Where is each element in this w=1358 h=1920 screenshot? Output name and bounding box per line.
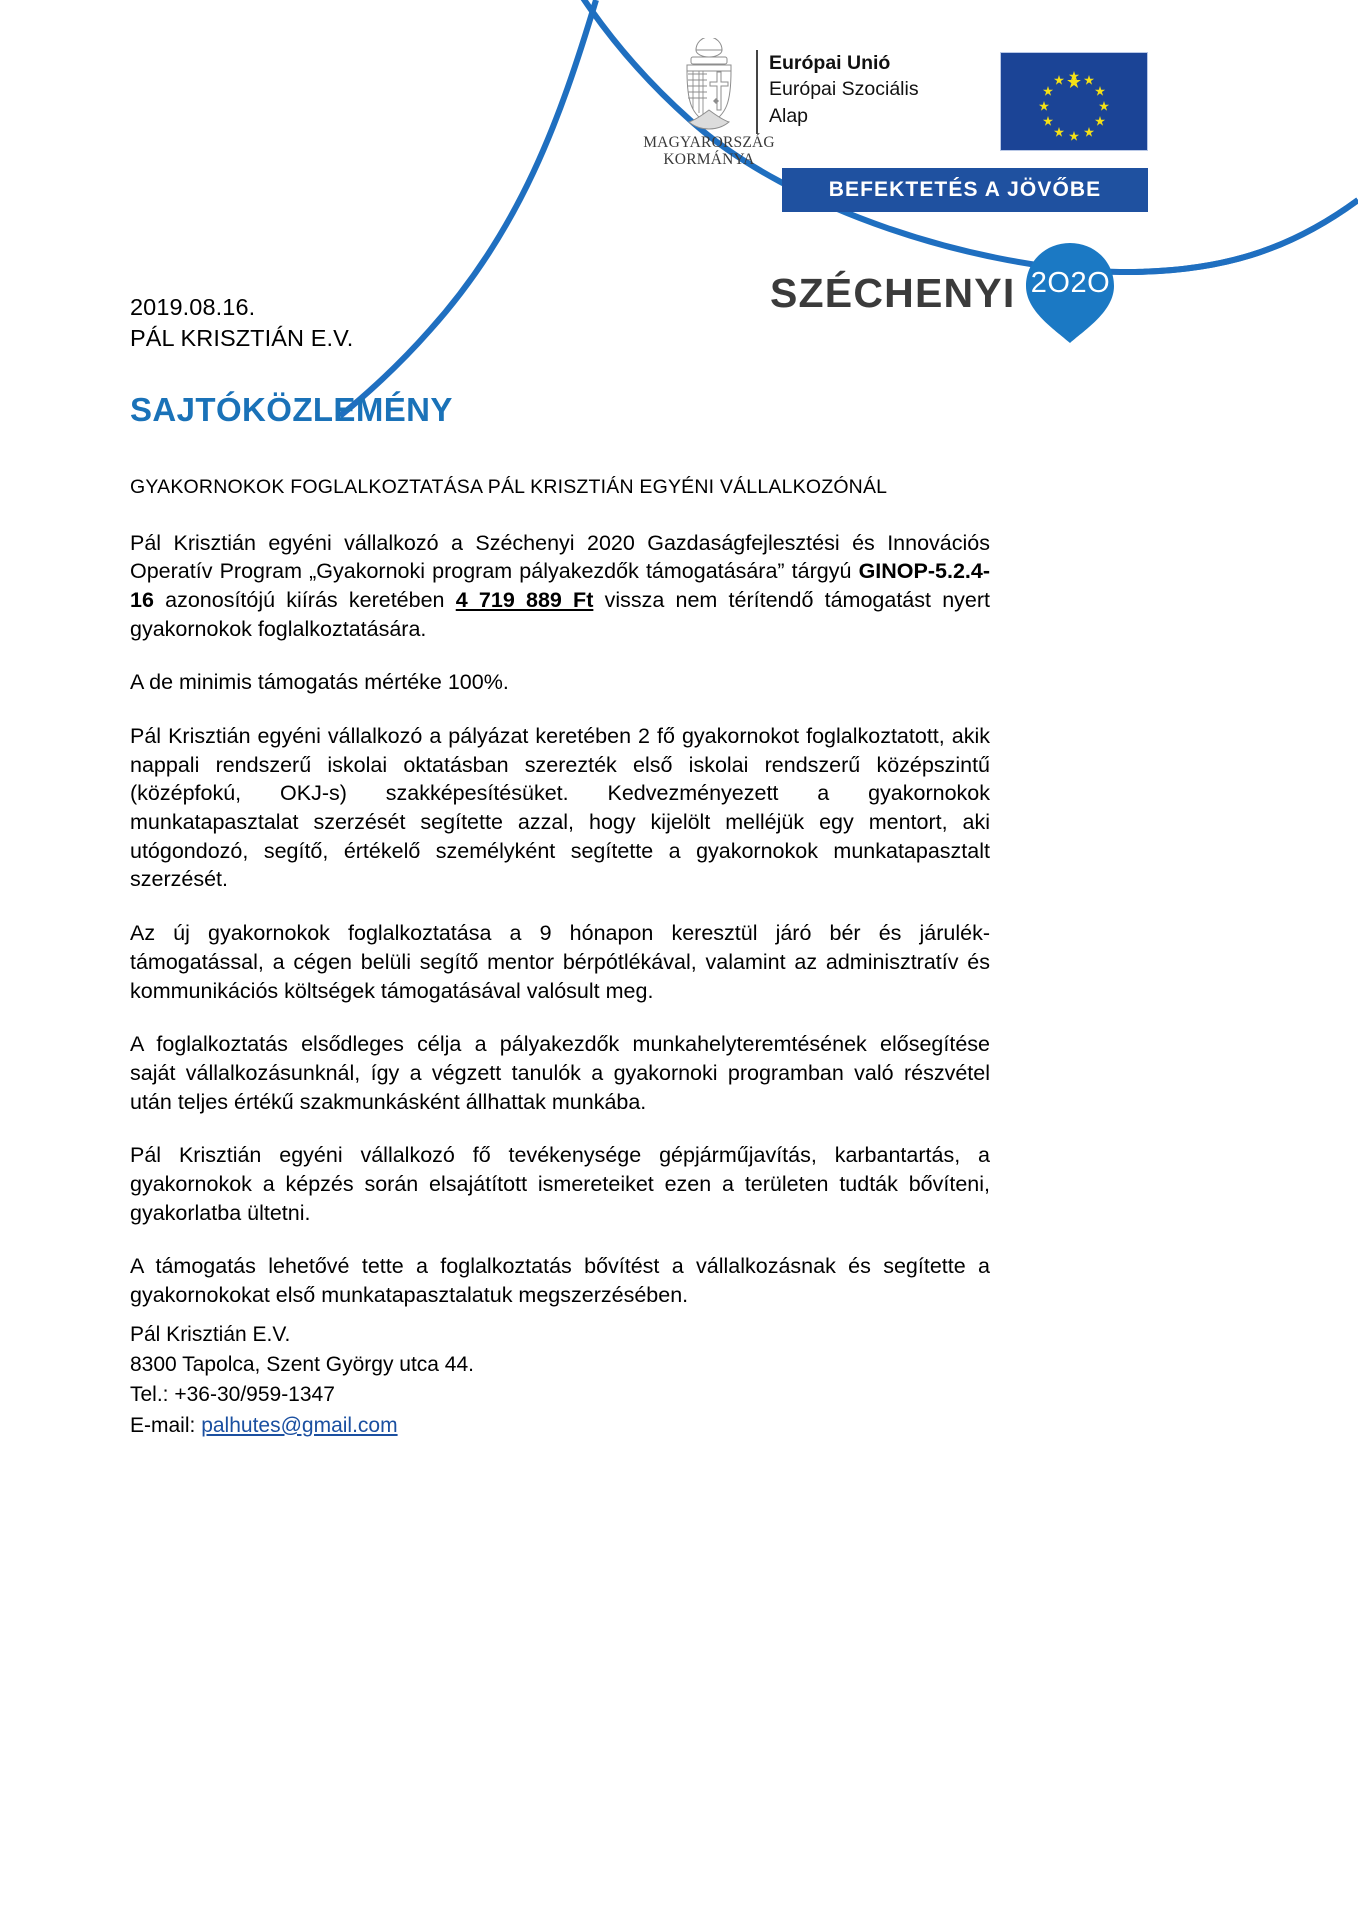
eu-line-2: Európai Szociális — [769, 78, 919, 101]
document-footer — [130, 1320, 830, 1441]
map-pin-icon — [1024, 241, 1116, 345]
footer-phone: Tel.: +36-30/959-1347 — [130, 1383, 335, 1407]
szechenyi-year: 2O2O — [1030, 267, 1111, 299]
befektetes-banner: BEFEKTETÉS A JÖVŐBE — [782, 168, 1148, 212]
document-date: 2019.08.16. — [130, 294, 256, 320]
paragraph-6: Pál Krisztián egyéni vállalkozó fő tevékenysége gépjárműjavítás, karbantartás, a gyakornokok a képzés során elsajátított ismereteiket ezen a területen tudták bővíteni, gyakorlatba ültetni. — [130, 1143, 990, 1225]
paragraph-3: Pál Krisztián egyéni vállalkozó a pályázat keretében 2 fő gyakornokot foglalkoztatott, akik nappali rendszerű iskolai oktatásban szerezték első iskolai rendszerű középszintű (középfokú, OKJ-s) szakképesítésüket. Kedvezményezett a gyakornokok munkatapasztalat szerzését segítette azzal, hogy kijelölt melléjük egy mentort, aki utógondozó, segítő, értékelő személyként segítette a gyakornokok munkatapasztalt szerzését. — [130, 724, 990, 892]
grant-id: GINOP-5.2.4-16 — [130, 559, 990, 612]
hungary-line1: MAGYARORSZÁG — [643, 134, 775, 151]
footer-address: 8300 Tapolca, Szent György utca 44. — [130, 1353, 474, 1377]
paragraph-7: A támogatás lehetővé tette a foglalkoztatás bővítést a vállalkozásnak és segítette a gyakornokokat első munkatapasztalatuk megszerzésében. — [130, 1254, 990, 1307]
hungary-coat-of-arms-icon — [673, 38, 745, 130]
footer-email-row — [130, 1411, 830, 1441]
paragraph-1-text-c: vissza nem térítendő támogatást nyert gyakornokok foglalkoztatására. — [130, 587, 990, 641]
document-subtitle: GYAKORNOKOK FOGLALKOZTATÁSA PÁL KRISZTIÁN EGYÉNI VÁLLALKOZÓNÁL — [130, 475, 888, 498]
paragraph-5: A foglalkoztatás elsődleges célja a pályakezdők munkahelyteremtésének elősegítése saját vállalkozásunknál, így a végzett tanulók a gyakornoki programban való részvétel után teljes értékű szakmunkásként állhattak munkába. — [130, 1032, 990, 1114]
eu-text-block — [756, 50, 919, 134]
eu-flag-icon — [1000, 52, 1148, 151]
hungary-line2: KORMÁNYA — [663, 151, 755, 169]
szechenyi-wordmark: SZÉCHENYI — [770, 269, 1016, 316]
eu-line-1: Európai Unió — [769, 52, 891, 74]
paragraph-1-text-b: azonosítójú kiírás keretében — [153, 587, 456, 612]
paragraph-1 — [130, 529, 990, 644]
header-logo-block — [643, 38, 1290, 328]
page-title: SAJTÓKÖZLEMÉNY — [130, 390, 453, 428]
document-sender: PÁL KRISZTIÁN E.V. — [130, 324, 354, 351]
hungary-coat-of-arms — [643, 38, 775, 169]
footer-name: Pál Krisztián E.V. — [130, 1323, 291, 1346]
footer-email-label: E-mail: — [130, 1413, 202, 1437]
hungary-coat-of-arms-label — [643, 134, 775, 169]
paragraph-1-text-a: Pál Krisztián egyéni vállalkozó a Széchenyi 2020 Gazdaságfejlesztési és Innovációs Operatív Program „Gyakornoki program pályakezdők támogatására” tárgyú — [130, 530, 990, 584]
footer-email-link[interactable]: palhutes@gmail.com — [201, 1413, 398, 1437]
paragraph-4: Az új gyakornokok foglalkoztatása a 9 hónapon keresztül járó bér és járulék-támogatással, a cégen belüli segítő mentor bérpótlékával, valamint az adminisztratív és kommunikációs költségek támogatásával valósult meg. — [130, 921, 990, 1003]
grant-amount: 4 719 889 Ft — [455, 587, 594, 612]
eu-and-hungary-logos — [643, 38, 919, 169]
paragraph-2: A de minimis támogatás mértéke 100%. — [130, 670, 509, 695]
eu-line-3: Alap — [769, 104, 809, 127]
document-body — [130, 292, 990, 1310]
